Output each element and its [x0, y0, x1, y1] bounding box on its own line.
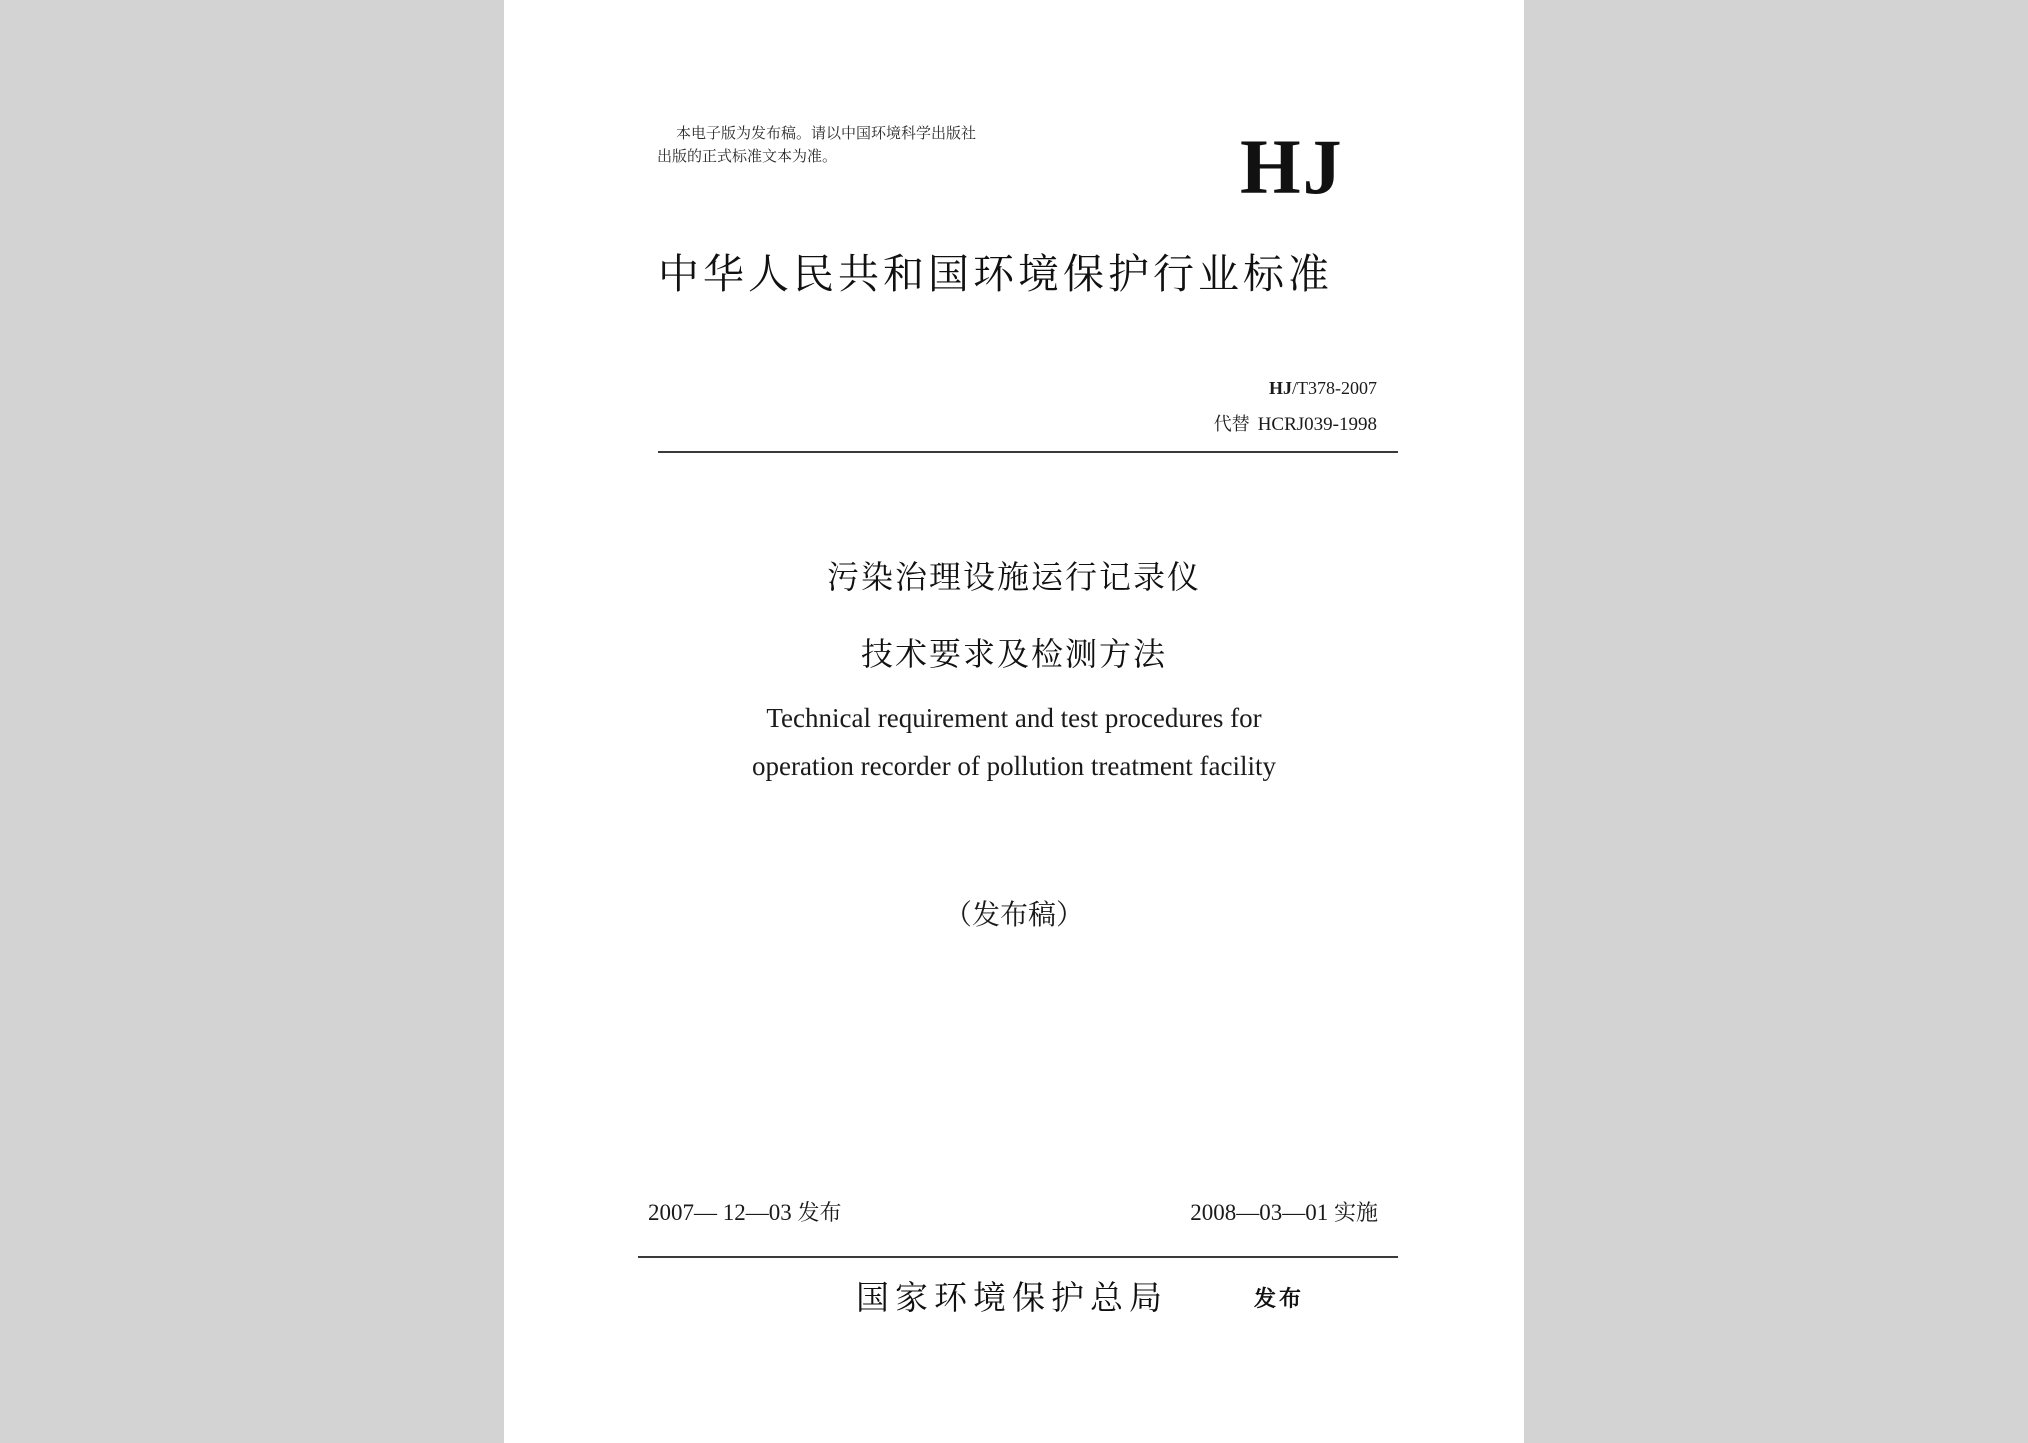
title-cn-line-1: 污染治理设施运行记录仪	[826, 558, 1201, 596]
standard-number-prefix: HJ	[1268, 378, 1292, 398]
draft-label: （发布稿）	[943, 898, 1084, 931]
release-notice	[657, 122, 976, 168]
title-en-line-2: operation recorder of pollution treatment facility	[751, 751, 1277, 781]
document-page	[504, 0, 1524, 1443]
title-cn-line-2: 技术要求及检测方法	[860, 635, 1167, 673]
standard-number-code: /T378-2007	[1292, 378, 1377, 398]
title-en-line-1: Technical requirement and test procedures for	[766, 703, 1262, 733]
hj-logo: HJ	[1240, 123, 1344, 210]
implement-date-value: 2008—03—01	[1190, 1200, 1329, 1225]
release-notice-line-1: 本电子版为发布稿。请以中国环境科学出版社	[676, 124, 977, 142]
implement-date	[1190, 1197, 1378, 1230]
replaces-standard	[1214, 412, 1377, 438]
replaces-label: 代替	[1213, 414, 1250, 435]
publisher-name: 国家环境保护总局	[856, 1278, 1168, 1317]
publish-label: 发布	[1254, 1287, 1305, 1312]
replaces-code: HCRJ039-1998	[1257, 414, 1377, 435]
standard-number	[1269, 376, 1377, 400]
header-divider	[658, 451, 1398, 453]
footer-divider	[638, 1256, 1398, 1258]
issue-date-label: 发布	[797, 1201, 842, 1226]
standard-category-title: 中华人民共和国环境保护行业标准	[658, 250, 1333, 298]
issue-date	[648, 1197, 842, 1230]
implement-date-label: 实施	[1333, 1201, 1378, 1226]
issue-date-value: 2007— 12—03	[648, 1200, 792, 1225]
release-notice-line-2: 出版的正式标准文本为准。	[657, 147, 838, 165]
